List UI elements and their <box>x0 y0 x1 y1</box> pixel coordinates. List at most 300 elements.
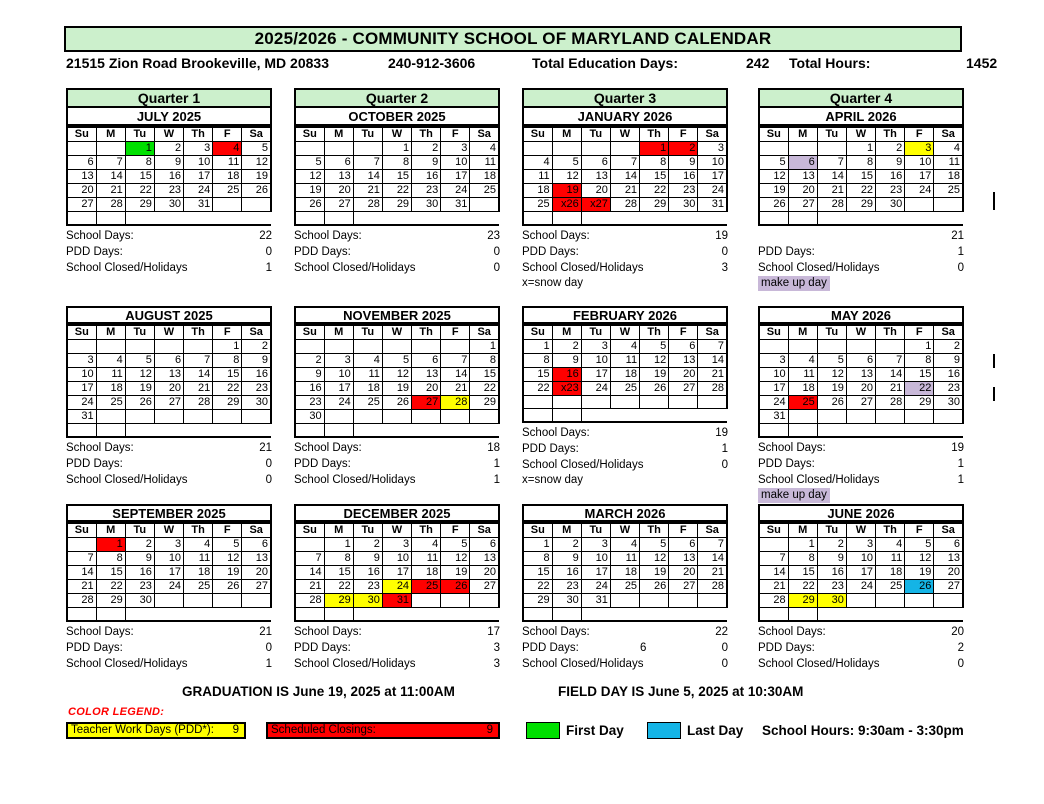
calendar-week-row <box>523 382 727 396</box>
calendar-week-row <box>295 566 499 580</box>
weekday-header-m: M <box>788 127 817 142</box>
pdd-days-row <box>294 244 500 260</box>
school-days-label: School Days: <box>522 229 590 242</box>
weekday-header-su: Su <box>523 325 552 340</box>
day-cell-22: 22 <box>523 580 552 594</box>
calendar-stub-row <box>295 212 499 225</box>
calendar-week-row <box>295 538 499 552</box>
day-cell-17: 17 <box>324 382 353 396</box>
day-cell-26: 26 <box>905 580 934 594</box>
day-cell-empty <box>581 396 610 409</box>
calendar-week-row <box>523 354 727 368</box>
day-cell-21: 21 <box>96 184 125 198</box>
closed-holidays-label: School Closed/Holidays <box>66 473 188 486</box>
closed-holidays-label: School Closed/Holidays <box>294 657 416 670</box>
day-cell-empty <box>610 396 639 409</box>
day-cell-13: 13 <box>934 552 963 566</box>
calendar-week-row <box>523 538 727 552</box>
day-cell-7: 7 <box>353 156 382 170</box>
day-cell-empty <box>788 410 817 424</box>
weekday-header-tu: Tu <box>817 127 846 142</box>
day-cell-24: 24 <box>846 580 875 594</box>
day-cell-5: 5 <box>125 354 154 368</box>
day-cell-1: 1 <box>213 340 242 354</box>
month-name-july-2025: JULY 2025 <box>66 108 272 126</box>
pdd-days-row <box>66 640 272 656</box>
stub-cell <box>382 608 411 621</box>
calendar-week-row <box>295 198 499 212</box>
day-cell-10: 10 <box>67 368 96 382</box>
calendar-week-row <box>759 198 963 212</box>
weekday-header-th: Th <box>184 325 213 340</box>
weekday-header-row <box>295 523 499 538</box>
day-cell-29: 29 <box>96 594 125 608</box>
stub-cell <box>698 409 727 422</box>
weekday-header-th: Th <box>640 325 669 340</box>
day-cell-19: 19 <box>640 368 669 382</box>
stub-cell <box>523 212 552 225</box>
closed-holidays-label: School Closed/Holidays <box>522 458 644 471</box>
day-cell-18: 18 <box>96 382 125 396</box>
legend-first-day-label: First Day <box>566 723 624 738</box>
month-stats-may-2026 <box>758 440 964 503</box>
calendar-table-april-2026 <box>758 126 964 226</box>
calendar-week-row <box>759 368 963 382</box>
day-cell-4: 4 <box>610 340 639 354</box>
day-cell-12: 12 <box>295 170 324 184</box>
weekday-header-w: W <box>610 523 639 538</box>
day-cell-22: 22 <box>846 184 875 198</box>
stub-cell <box>788 424 817 437</box>
day-cell-17: 17 <box>581 566 610 580</box>
day-cell-7: 7 <box>698 538 727 552</box>
day-cell-16: 16 <box>552 368 581 382</box>
day-cell-4: 4 <box>610 538 639 552</box>
day-cell-25: 25 <box>96 396 125 410</box>
day-cell-20: 20 <box>242 566 271 580</box>
day-cell-empty <box>552 142 581 156</box>
day-cell-29: 29 <box>640 198 669 212</box>
month-block-september-2025 <box>66 504 272 672</box>
closed-holidays-row <box>522 457 728 473</box>
day-cell-20: 20 <box>470 566 499 580</box>
day-cell-x26: x26 <box>552 198 581 212</box>
day-cell-1: 1 <box>523 340 552 354</box>
day-cell-2: 2 <box>295 354 324 368</box>
stub-cell <box>295 212 324 225</box>
day-cell-29: 29 <box>125 198 154 212</box>
stub-cell <box>353 424 382 437</box>
closed-holidays-value: 0 <box>957 657 964 670</box>
day-cell-21: 21 <box>610 184 639 198</box>
calendar-week-row <box>67 198 271 212</box>
month-name-november-2025: NOVEMBER 2025 <box>294 306 500 324</box>
stub-cell <box>67 212 96 225</box>
day-cell-14: 14 <box>295 566 324 580</box>
day-cell-empty <box>96 410 125 424</box>
day-cell-20: 20 <box>669 566 698 580</box>
day-cell-8: 8 <box>788 552 817 566</box>
day-cell-8: 8 <box>640 156 669 170</box>
day-cell-empty <box>470 198 499 212</box>
day-cell-empty <box>295 538 324 552</box>
calendar-week-row <box>295 170 499 184</box>
day-cell-26: 26 <box>640 382 669 396</box>
day-cell-7: 7 <box>67 552 96 566</box>
calendar-stub-row <box>67 608 271 621</box>
day-cell-3: 3 <box>67 354 96 368</box>
month-stats-july-2025 <box>66 228 272 276</box>
day-cell-30: 30 <box>242 396 271 410</box>
day-cell-9: 9 <box>669 156 698 170</box>
stub-cell <box>669 212 698 225</box>
day-cell-12: 12 <box>125 368 154 382</box>
calendar-week-row <box>295 552 499 566</box>
day-cell-11: 11 <box>213 156 242 170</box>
weekday-header-su: Su <box>759 325 788 340</box>
school-days-label: School Days: <box>522 625 590 638</box>
day-cell-21: 21 <box>295 580 324 594</box>
day-cell-27: 27 <box>470 580 499 594</box>
day-cell-18: 18 <box>470 170 499 184</box>
calendar-week-row <box>295 340 499 354</box>
day-cell-21: 21 <box>876 382 905 396</box>
calendar-week-row <box>523 198 727 212</box>
calendar-week-row <box>295 396 499 410</box>
calendar-stub-row <box>67 212 271 225</box>
weekday-header-row <box>67 325 271 340</box>
day-cell-22: 22 <box>382 184 411 198</box>
calendar-week-row <box>523 156 727 170</box>
day-cell-11: 11 <box>412 552 441 566</box>
weekday-header-th: Th <box>640 127 669 142</box>
stub-cell <box>125 212 154 225</box>
day-cell-10: 10 <box>184 156 213 170</box>
day-cell-22: 22 <box>324 580 353 594</box>
stub-cell <box>934 608 963 621</box>
day-cell-4: 4 <box>470 142 499 156</box>
calendar-week-row <box>523 552 727 566</box>
weekday-header-tu: Tu <box>581 127 610 142</box>
pdd-days-value: 1 <box>721 442 728 455</box>
day-cell-15: 15 <box>382 170 411 184</box>
day-cell-empty <box>96 142 125 156</box>
closed-holidays-value: 1 <box>265 657 272 670</box>
day-cell-28: 28 <box>353 198 382 212</box>
pdd-days-row <box>522 244 728 260</box>
school-days-value: 21 <box>951 229 964 242</box>
day-cell-empty <box>905 410 934 424</box>
day-cell-30: 30 <box>817 594 846 608</box>
pdd-days-row <box>66 456 272 472</box>
stub-cell <box>154 424 183 437</box>
day-cell-17: 17 <box>441 170 470 184</box>
pdd-days-extra-value: 6 <box>640 641 647 654</box>
stub-cell <box>96 424 125 437</box>
day-cell-empty <box>213 594 242 608</box>
stub-cell <box>523 409 552 422</box>
legend-first-day-swatch <box>526 722 560 739</box>
day-cell-11: 11 <box>610 354 639 368</box>
weekday-header-tu: Tu <box>353 127 382 142</box>
day-cell-empty <box>441 410 470 424</box>
closed-holidays-row <box>758 656 964 672</box>
weekday-header-w: W <box>154 325 183 340</box>
day-cell-empty <box>934 594 963 608</box>
snow-day-note: x=snow day <box>522 276 584 289</box>
weekday-header-tu: Tu <box>817 325 846 340</box>
pdd-days-value: 0 <box>493 245 500 258</box>
calendar-table-february-2026 <box>522 324 728 423</box>
month-block-may-2026 <box>758 306 964 503</box>
day-cell-18: 18 <box>353 382 382 396</box>
day-cell-7: 7 <box>96 156 125 170</box>
day-cell-14: 14 <box>67 566 96 580</box>
day-cell-23: 23 <box>876 184 905 198</box>
stub-cell <box>242 424 271 437</box>
day-cell-1: 1 <box>125 142 154 156</box>
stub-cell <box>846 212 875 225</box>
day-cell-16: 16 <box>125 566 154 580</box>
closed-holidays-value: 0 <box>493 261 500 274</box>
stub-cell <box>213 608 242 621</box>
stub-cell <box>184 424 213 437</box>
day-cell-3: 3 <box>154 538 183 552</box>
day-cell-4: 4 <box>523 156 552 170</box>
calendar-week-row <box>67 382 271 396</box>
calendar-table-may-2026 <box>758 324 964 438</box>
school-days-row <box>294 624 500 640</box>
stub-cell <box>876 424 905 437</box>
day-cell-30: 30 <box>154 198 183 212</box>
legend-scheduled-closings <box>266 722 500 739</box>
page-edge-tick-mark <box>993 354 995 368</box>
calendar-week-row <box>523 142 727 156</box>
day-cell-20: 20 <box>669 368 698 382</box>
day-cell-12: 12 <box>441 552 470 566</box>
school-days-value: 19 <box>715 426 728 439</box>
day-cell-24: 24 <box>67 396 96 410</box>
day-cell-empty <box>242 594 271 608</box>
school-days-row <box>522 228 728 244</box>
stub-cell <box>242 608 271 621</box>
closed-holidays-row <box>66 260 272 276</box>
day-cell-20: 20 <box>934 566 963 580</box>
weekday-header-w: W <box>154 127 183 142</box>
stub-cell <box>412 608 441 621</box>
closed-holidays-value: 0 <box>721 458 728 471</box>
day-cell-13: 13 <box>67 170 96 184</box>
month-stats-february-2026 <box>522 425 728 488</box>
day-cell-15: 15 <box>213 368 242 382</box>
day-cell-29: 29 <box>324 594 353 608</box>
day-cell-30: 30 <box>125 594 154 608</box>
day-cell-13: 13 <box>154 368 183 382</box>
pdd-days-label: PDD Days: <box>522 245 579 258</box>
day-cell-30: 30 <box>552 594 581 608</box>
calendar-week-row <box>295 382 499 396</box>
day-cell-12: 12 <box>382 368 411 382</box>
day-cell-17: 17 <box>846 566 875 580</box>
legend-teacher-work-days-count: 9 <box>232 724 239 736</box>
day-cell-9: 9 <box>552 552 581 566</box>
pdd-days-row <box>294 456 500 472</box>
month-stats-january-2026 <box>522 228 728 291</box>
day-cell-10: 10 <box>905 156 934 170</box>
day-cell-empty <box>242 198 271 212</box>
day-cell-5: 5 <box>640 340 669 354</box>
day-cell-1: 1 <box>382 142 411 156</box>
weekday-header-m: M <box>788 523 817 538</box>
weekday-header-th: Th <box>640 523 669 538</box>
weekday-header-th: Th <box>412 523 441 538</box>
day-cell-12: 12 <box>213 552 242 566</box>
day-cell-16: 16 <box>154 170 183 184</box>
calendar-week-row <box>67 396 271 410</box>
day-cell-9: 9 <box>412 156 441 170</box>
weekday-header-w: W <box>846 127 875 142</box>
calendar-table-september-2025 <box>66 522 272 622</box>
day-cell-empty <box>788 142 817 156</box>
stub-cell <box>846 608 875 621</box>
stub-cell <box>96 212 125 225</box>
day-cell-7: 7 <box>698 340 727 354</box>
calendar-table-december-2025 <box>294 522 500 622</box>
day-cell-15: 15 <box>905 368 934 382</box>
total-education-days-label: Total Education Days: <box>532 55 678 71</box>
day-cell-25: 25 <box>876 580 905 594</box>
month-name-may-2026: MAY 2026 <box>758 306 964 324</box>
stub-cell <box>552 212 581 225</box>
weekday-header-w: W <box>610 325 639 340</box>
school-days-row <box>66 624 272 640</box>
day-cell-28: 28 <box>759 594 788 608</box>
day-cell-2: 2 <box>552 538 581 552</box>
month-stats-march-2026 <box>522 624 728 672</box>
day-cell-22: 22 <box>905 382 934 396</box>
pdd-days-label: PDD Days: <box>66 641 123 654</box>
day-cell-7: 7 <box>817 156 846 170</box>
stub-cell <box>905 608 934 621</box>
day-cell-5: 5 <box>213 538 242 552</box>
day-cell-3: 3 <box>846 538 875 552</box>
day-cell-empty <box>441 340 470 354</box>
weekday-header-sa: Sa <box>242 325 271 340</box>
day-cell-1: 1 <box>523 538 552 552</box>
weekday-header-sa: Sa <box>698 127 727 142</box>
day-cell-17: 17 <box>698 170 727 184</box>
weekday-header-m: M <box>324 325 353 340</box>
school-days-row <box>294 440 500 456</box>
weekday-header-tu: Tu <box>353 325 382 340</box>
day-cell-2: 2 <box>552 340 581 354</box>
weekday-header-sa: Sa <box>698 325 727 340</box>
month-block-january-2026 <box>522 88 728 291</box>
day-cell-13: 13 <box>242 552 271 566</box>
day-cell-10: 10 <box>154 552 183 566</box>
day-cell-14: 14 <box>353 170 382 184</box>
weekday-header-sa: Sa <box>470 325 499 340</box>
day-cell-19: 19 <box>242 170 271 184</box>
stub-cell <box>353 212 382 225</box>
stub-cell <box>846 424 875 437</box>
quarter-label: Quarter 4 <box>829 90 893 106</box>
weekday-header-m: M <box>324 127 353 142</box>
calendar-stub-row <box>295 608 499 621</box>
month-name-august-2025: AUGUST 2025 <box>66 306 272 324</box>
day-cell-19: 19 <box>295 184 324 198</box>
day-cell-empty <box>353 410 382 424</box>
page-edge-tick-mark <box>993 387 995 401</box>
day-cell-6: 6 <box>846 354 875 368</box>
day-cell-4: 4 <box>934 142 963 156</box>
calendar-stub-row <box>523 608 727 621</box>
school-days-value: 21 <box>259 625 272 638</box>
day-cell-22: 22 <box>640 184 669 198</box>
day-cell-7: 7 <box>441 354 470 368</box>
weekday-header-sa: Sa <box>698 523 727 538</box>
weekday-header-row <box>295 127 499 142</box>
day-cell-19: 19 <box>817 382 846 396</box>
day-cell-31: 31 <box>382 594 411 608</box>
school-days-value: 21 <box>259 441 272 454</box>
weekday-header-th: Th <box>184 127 213 142</box>
day-cell-11: 11 <box>788 368 817 382</box>
day-cell-empty <box>213 198 242 212</box>
day-cell-13: 13 <box>846 368 875 382</box>
school-days-row <box>66 228 272 244</box>
weekday-header-sa: Sa <box>242 127 271 142</box>
day-cell-empty <box>846 410 875 424</box>
day-cell-26: 26 <box>382 396 411 410</box>
day-cell-empty <box>125 340 154 354</box>
day-cell-12: 12 <box>759 170 788 184</box>
day-cell-12: 12 <box>817 368 846 382</box>
weekday-header-tu: Tu <box>125 523 154 538</box>
day-cell-18: 18 <box>184 566 213 580</box>
school-days-value: 19 <box>951 441 964 454</box>
calendar-week-row <box>759 142 963 156</box>
weekday-header-tu: Tu <box>581 325 610 340</box>
school-days-value: 17 <box>487 625 500 638</box>
closed-holidays-label: School Closed/Holidays <box>758 473 880 486</box>
day-cell-6: 6 <box>154 354 183 368</box>
pdd-days-label: PDD Days: <box>66 457 123 470</box>
closed-holidays-value: 0 <box>957 261 964 274</box>
day-cell-empty <box>610 142 639 156</box>
day-cell-20: 20 <box>67 184 96 198</box>
day-cell-6: 6 <box>788 156 817 170</box>
day-cell-4: 4 <box>96 354 125 368</box>
school-info-line <box>66 55 998 73</box>
stub-cell <box>610 212 639 225</box>
school-days-value: 20 <box>951 625 964 638</box>
month-block-november-2025 <box>294 306 500 488</box>
calendar-week-row <box>759 156 963 170</box>
day-cell-30: 30 <box>353 594 382 608</box>
weekday-header-m: M <box>96 127 125 142</box>
day-cell-empty <box>412 410 441 424</box>
day-cell-16: 16 <box>242 368 271 382</box>
pdd-days-value: 1 <box>493 457 500 470</box>
day-cell-26: 26 <box>295 198 324 212</box>
day-cell-30: 30 <box>412 198 441 212</box>
day-cell-19: 19 <box>905 566 934 580</box>
day-cell-11: 11 <box>610 552 639 566</box>
day-cell-28: 28 <box>817 198 846 212</box>
stub-cell <box>523 608 552 621</box>
day-cell-13: 13 <box>581 170 610 184</box>
